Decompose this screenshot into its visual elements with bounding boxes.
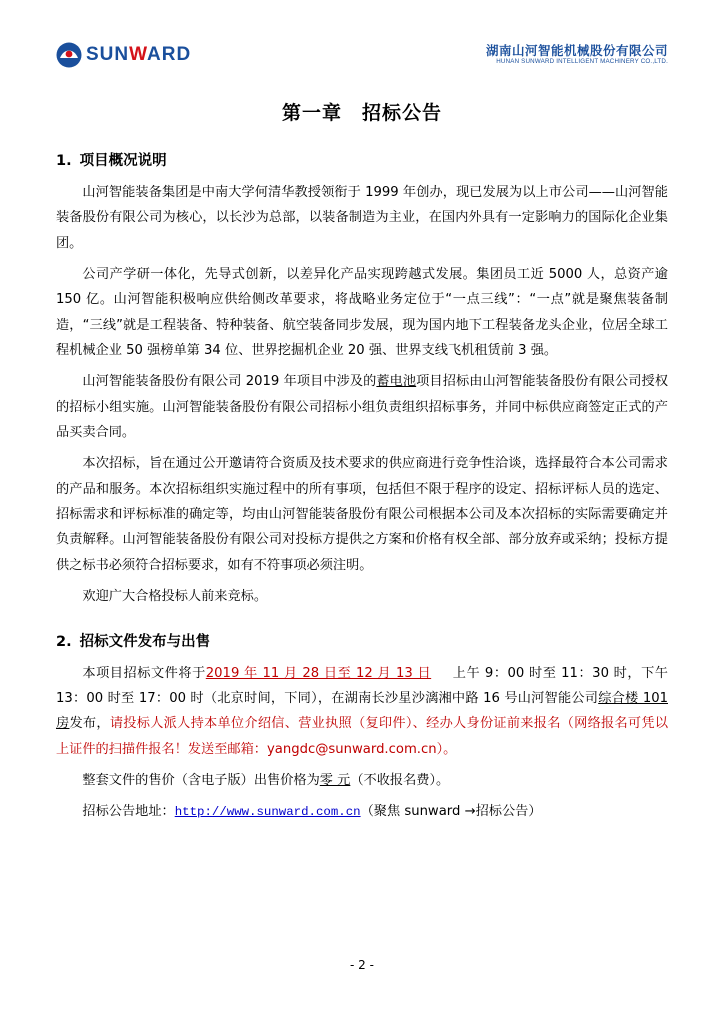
- issue-date-range: 2019 年 11 月 28 日至 12 月 13 日: [205, 665, 432, 681]
- highlight-before: 山河智能装备股份有限公司 2019 年项目中涉及的: [82, 374, 377, 390]
- announcement-url-link[interactable]: http://www.sunward.com.cn: [174, 805, 361, 820]
- section-1-number: 1.: [56, 153, 72, 169]
- paragraph-price: [56, 768, 668, 793]
- section-2-number: 2.: [56, 633, 72, 650]
- url-label: 招标公告地址：: [82, 804, 175, 820]
- highlight-underlined-term: 蓄电池: [376, 374, 417, 390]
- issue-location-room: 综合楼 101 房: [56, 690, 668, 732]
- issue-before: 本项目招标文件将于: [82, 665, 206, 681]
- issue-publish-word: 发布，: [69, 716, 110, 732]
- issue-after: 上午 9：00 时至 11：30 时，下午 13：00 时至 17：00 时（北京时间，下同），在湖南长沙星沙漓湘中路 16 号山河智能公司: [56, 665, 668, 706]
- section-2-title: 招标文件发布与出售: [79, 633, 211, 650]
- paragraph-url: [56, 799, 668, 825]
- page-footer: [0, 958, 724, 972]
- issue-registration-note: 请投标人派人持本单位介绍信、营业执照（复印件）、经办人身份证前来报名（网络报名可凭以上证件的扫描件报名！发送至邮箱：yangdc@sunward.com.cn）。: [56, 716, 669, 757]
- page-number: - 2 -: [350, 958, 374, 972]
- price-after: （不收报名费）。: [350, 772, 450, 788]
- paragraph: 山河智能装备集团是中南大学何清华教授领衔于 1999 年创办，现已发展为以上市公司——山河智能装备股份有限公司为核心，以长沙为总部，以装备制造为主业，在国内外具有一定影响力的国际化企业集团。: [56, 185, 668, 251]
- company-identity: [486, 44, 668, 66]
- url-after: （聚焦 sunward →招标公告）: [360, 804, 542, 820]
- price-value: 零 元: [319, 772, 351, 788]
- logo-w: W: [129, 44, 148, 65]
- paragraph-issue-info: [56, 661, 668, 762]
- company-name-en: HUNAN SUNWARD INTELLIGENT MACHINERY CO.,LTD.: [496, 58, 668, 66]
- page-header: [56, 38, 668, 72]
- highlight-after: 项目招标由山河智能装备股份有限公司授权的招标小组实施。山河智能装备股份有限公司招标小组负责组织招标事务，并同中标供应商签定正式的产品买卖合同。: [56, 374, 669, 441]
- logo-ard: ARD: [147, 44, 192, 65]
- sunward-logo-text: [86, 44, 191, 66]
- sunward-logo: [56, 42, 191, 68]
- paragraph: 公司产学研一体化，先导式创新，以差异化产品实现跨越式发展。集团员工近 5000 人，总资产逾 150 亿。山河智能积极响应供给侧改革要求，将战略业务定位于“一点三线”：“一点”就是聚焦装备制造，“三线”就是工程装备、特种装备、航空装备同步发展，现为国内地下工程装备龙头企业，位居全球工程机械企业 50 强榜单第 34 位、世界挖掘机企业 20 强、世界支线飞机租赁前 3 强。: [56, 267, 668, 359]
- price-before: 整套文件的售价（含电子版）出售价格为: [82, 772, 320, 788]
- sunward-logo-icon: [56, 42, 82, 68]
- company-name-cn: 湖南山河智能机械股份有限公司: [485, 43, 668, 59]
- page-title: 第一章 招标公告: [281, 102, 442, 124]
- logo-sun: SUN: [86, 44, 130, 65]
- section-1-title: 项目概况说明: [79, 153, 167, 169]
- section-2-heading: [56, 630, 668, 651]
- section-1-heading: [56, 149, 668, 170]
- paragraph: 本次招标，旨在通过公开邀请符合资质及技术要求的供应商进行竞争性洽谈，选择最符合本公司需求的产品和服务。本次招标组织实施过程中的所有事项，包括但不限于程序的设定、招标评标人员的选定、招标需求和评标标准的确定等，均由山河智能装备股份有限公司根据本公司及本次招标的实际需要确定并负责解释。山河智能装备股份有限公司对投标方提供之方案和价格有权全部、部分放弃或采纳；投标方提供之标书必须符合招标要求，如有不符事项必须注明。: [56, 456, 668, 573]
- paragraph-highlight: [56, 369, 668, 445]
- paragraph: 欢迎广大合格投标人前来竞标。: [82, 589, 268, 605]
